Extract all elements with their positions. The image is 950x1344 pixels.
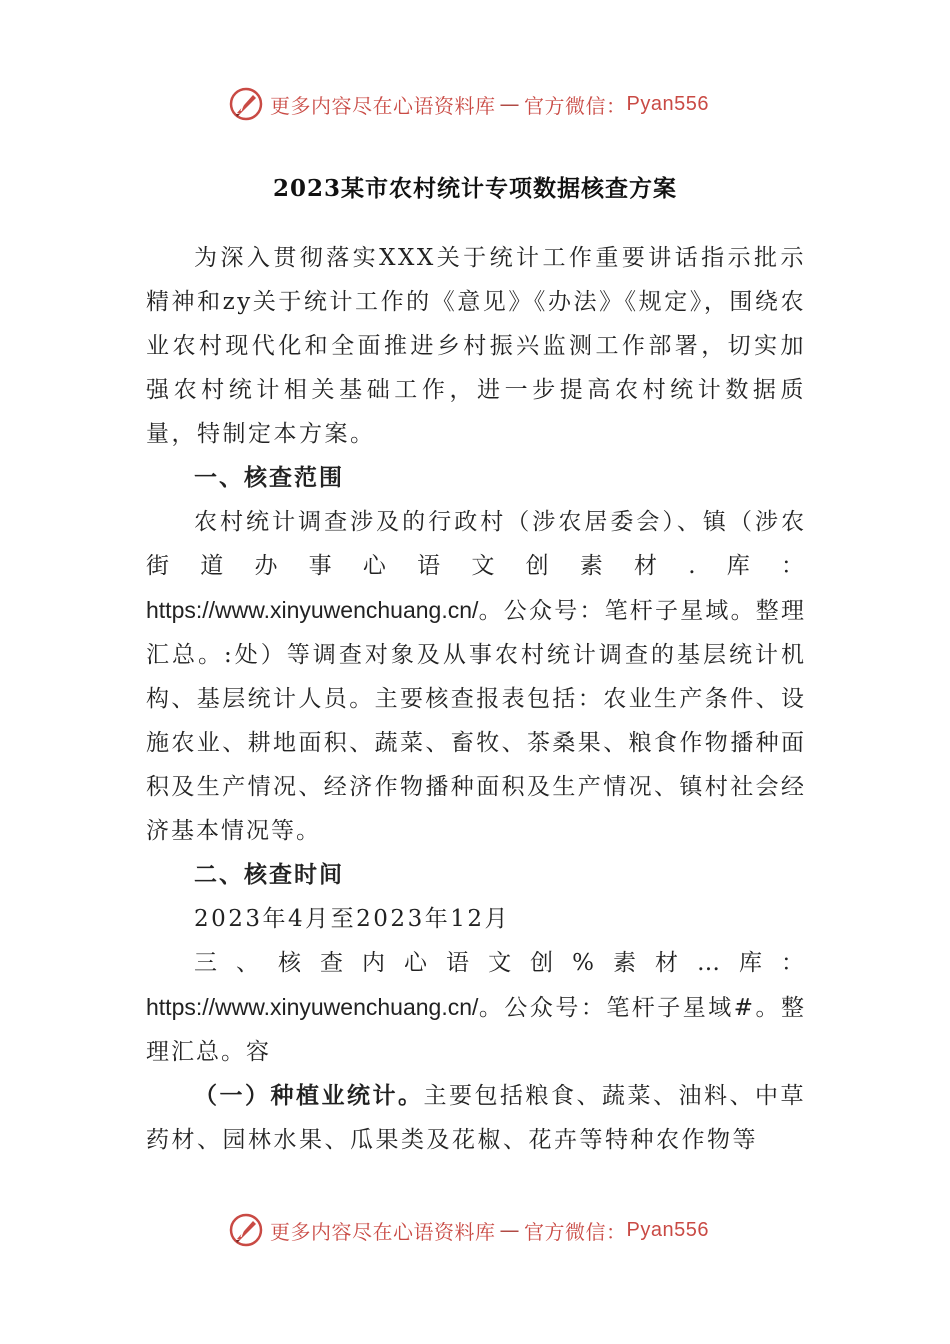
planting-lead: （一）种植业统计。	[194, 1082, 424, 1109]
quill-logo-icon	[228, 86, 264, 122]
watermark-account: Pyan556	[626, 1218, 709, 1241]
document-body	[146, 236, 806, 1162]
watermark-footer	[228, 1210, 709, 1250]
section-heading-time: 二、核查时间	[194, 861, 344, 888]
watermark-brand: 更多内容尽在心语资料库	[270, 1219, 496, 1244]
watermark-label: 官方微信：	[524, 93, 627, 118]
watermark-label: 官方微信：	[524, 1219, 627, 1244]
content-url-link[interactable]: https://www.xinyuwenchuang.cn/	[146, 994, 479, 1020]
watermark-header	[228, 84, 709, 124]
content-text-b: 。公众号：笔杆子星域#。整理汇总。容	[146, 995, 806, 1065]
planting-text: 主要包括粮食、蔬菜、油料、中草药材、园林水果、瓜果类及花椒、花卉等特种农作物等	[146, 1083, 806, 1153]
scope-text-a: 农村统计调查涉及的行政村（涉农居委会）、镇（涉农街道办事心语文创素材.库：	[146, 509, 806, 579]
quill-logo-icon	[228, 1212, 264, 1248]
section-heading-scope: 一、核查范围	[194, 464, 344, 491]
scope-paragraph	[146, 500, 806, 853]
intro-paragraph: 为深入贯彻落实XXX关于统计工作重要讲话指示批示精神和zy关于统计工作的《意见》《办法》《规定》，围绕农业农村现代化和全面推进乡村振兴监测工作部署，切实加强农村统计相关基础工作，进一步提高农村统计数据质量，特制定本方案。	[146, 245, 806, 447]
watermark-separator: —	[499, 1218, 520, 1242]
content-text-a: 三、核查内心语文创%素材…库：	[194, 950, 806, 976]
scope-url-link[interactable]: https://www.xinyuwenchuang.cn/	[146, 597, 479, 623]
watermark-account: Pyan556	[626, 92, 709, 115]
scope-text-b: 。公众号：笔杆子星域。整理汇总。:处）等调查对象及从事农村统计调查的基层统计机构、基层统计人员。主要核查报表包括：农业生产条件、设施农业、耕地面积、蔬菜、畜牧、茶桑果、粮食作物播种面积及生产情况、经济作物播种面积及生产情况、镇村社会经济基本情况等。	[146, 598, 806, 844]
content-paragraph	[146, 941, 806, 1074]
watermark-separator: —	[499, 92, 520, 116]
time-paragraph: 2023年4月至2023年12月	[194, 906, 510, 932]
document-title: 2023某市农村统计专项数据核查方案	[272, 175, 677, 202]
planting-paragraph	[146, 1074, 806, 1162]
watermark-brand: 更多内容尽在心语资料库	[270, 93, 496, 118]
